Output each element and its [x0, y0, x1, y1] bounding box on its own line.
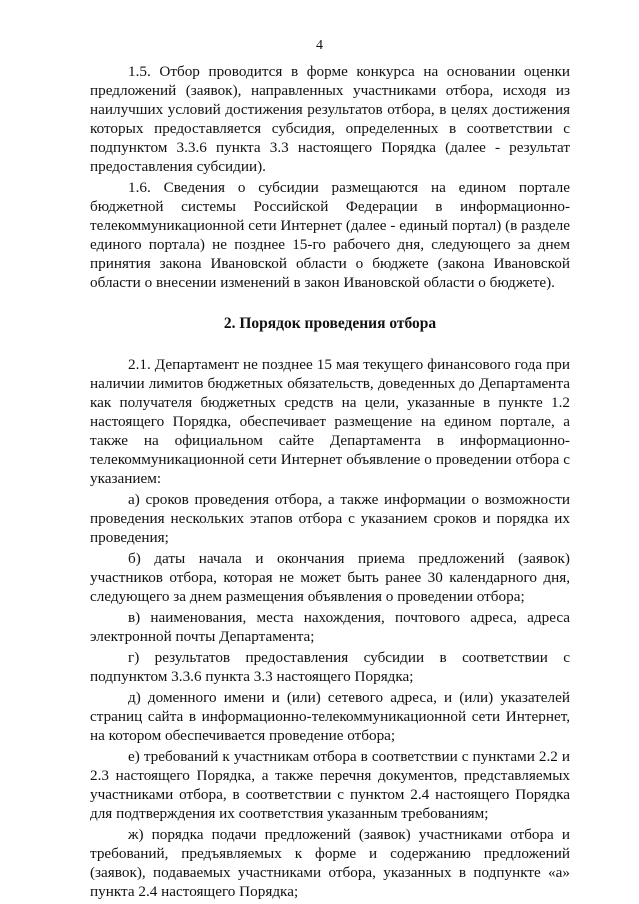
- list-item-b: б) даты начала и окончания приема предложений (заявок) участников отбора, которая не может быть ранее 30 календарного дня, следующего за днем размещения объявления о проведении отбора;: [90, 550, 570, 605]
- list-item-d: д) доменного имени и (или) сетевого адреса, и (или) указателей страниц сайта в информационно-телекоммуникационной сети Интернет, на котором обеспечивается проведение отбора;: [90, 689, 570, 744]
- list-item-e: е) требований к участникам отбора в соответствии с пунктами 2.2 и 2.3 настоящего Порядка, а также перечня документов, представляемых участниками отбора, в соответствии с пунктом 2.4 настоящего Порядка для подтверждения их соответствия указанным требованиям;: [90, 748, 570, 822]
- list-item-g: г) результатов предоставления субсидии в соответствии с подпунктом 3.3.6 пункта 3.3 настоящего Порядка;: [90, 649, 570, 685]
- section-heading: 2. Порядок проведения отбора: [223, 315, 437, 332]
- list-item-a: а) сроков проведения отбора, а также информации о возможности проведения нескольких этапов отбора с указанием сроков и порядка их проведения;: [90, 491, 570, 546]
- paragraph-2-1: 2.1. Департамент не позднее 15 мая текущего финансового года при наличии лимитов бюджетных обязательств, доведенных до Департамента как получателя бюджетных средств на цели, указанные в пункте 1.2 настоящего Порядка, обеспечивает размещение на едином портале, а также на официальном сайте Департамента в информационно-телекоммуникационной сети Интернет объявление о проведении отбора с указанием:: [90, 356, 570, 487]
- list-item-v: в) наименования, места нахождения, почтового адреса, адреса электронной почты Департамента;: [90, 609, 570, 645]
- page-number: 4: [316, 38, 323, 53]
- paragraph-1-6: 1.6. Сведения о субсидии размещаются на едином портале бюджетной системы Российской Федерации в информационно-телекоммуникационной сети Интернет (далее - единый портал) (в разделе единого портала) не позднее 15-го рабочего дня, следующего за днем принятия закона Ивановской области о бюджете (закона Ивановской области о внесении изменений в закон Ивановской области о бюджете).: [90, 179, 570, 291]
- paragraph-1-5: 1.5. Отбор проводится в форме конкурса на основании оценки предложений (заявок), направленных участниками отбора, исходя из наилучших условий достижения результатов отбора, в целях достижения которых предоставляется субсидия, определенных в соответствии с подпунктом 3.3.6 пункта 3.3 настоящего Порядка (далее - результат предоставления субсидии).: [90, 63, 570, 175]
- list-item-zh: ж) порядка подачи предложений (заявок) участниками отбора и требований, предъявляемых к форме и содержанию предложений (заявок), подаваемых участниками отбора, указанных в подпункте «а» пункта 2.4 настоящего Порядка;: [90, 826, 570, 900]
- document-body: [90, 62, 570, 903]
